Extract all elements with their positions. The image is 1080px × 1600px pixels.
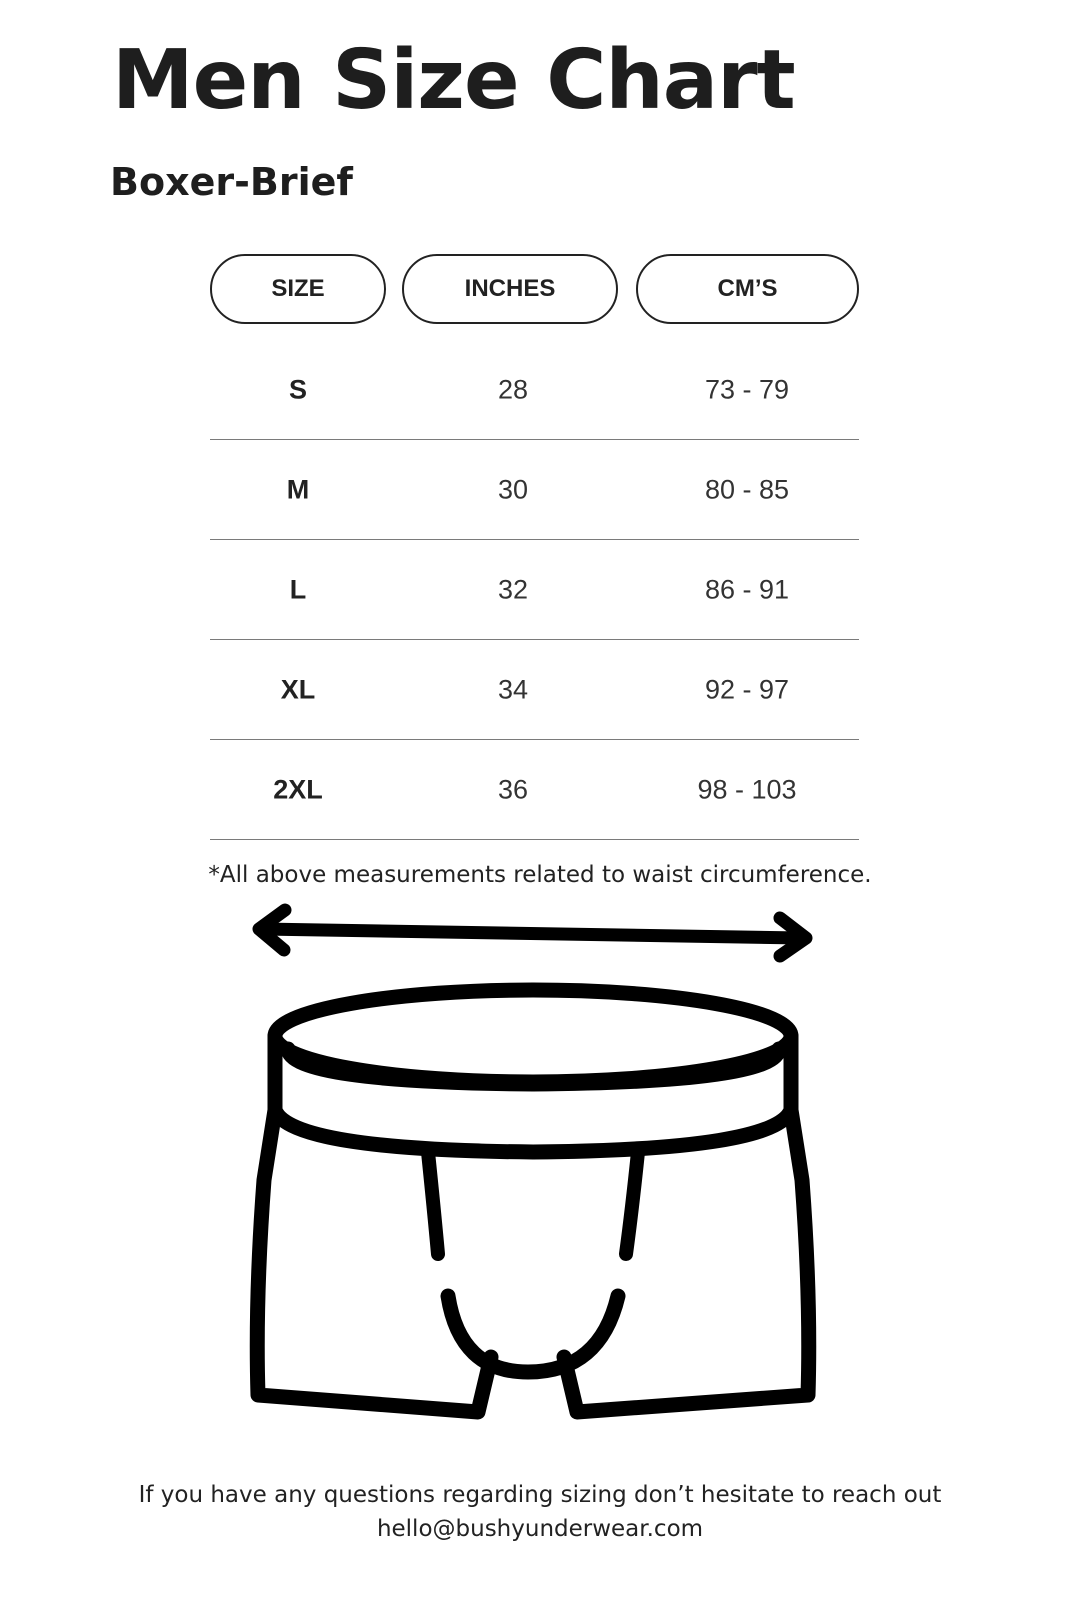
inches-cell: 30 [497, 474, 529, 504]
cm-cell: 98 - 103 [697, 774, 797, 804]
double-headed-arrow-icon [259, 910, 806, 956]
size-cell: XL [280, 674, 316, 704]
inches-cell: 34 [497, 674, 529, 704]
size-cell: L [289, 574, 307, 604]
boxer-brief-icon [257, 990, 809, 1412]
inches-cell: 36 [497, 774, 529, 804]
size-cell: M [286, 474, 310, 504]
contact-email[interactable]: hello@bushyunderwear.com [376, 1516, 704, 1542]
inches-cell: 32 [497, 574, 529, 604]
measurement-note: *All above measurements related to waist circumference. [208, 862, 872, 888]
footer-question: If you have any questions regarding sizing don’t hesitate to reach out [138, 1482, 942, 1508]
column-header-inches: INCHES [402, 254, 618, 324]
inches-cell: 28 [497, 374, 529, 404]
cm-cell: 86 - 91 [704, 574, 790, 604]
page-title: Men Size Chart [112, 33, 795, 128]
size-cell: 2XL [273, 774, 323, 804]
cm-cell: 73 - 79 [704, 374, 790, 404]
column-header-size: SIZE [210, 254, 386, 324]
size-cell: S [288, 374, 308, 404]
cm-cell: 80 - 85 [704, 474, 790, 504]
product-subtitle: Boxer-Brief [110, 160, 353, 204]
column-header-cm: CM’S [636, 254, 859, 324]
cm-cell: 92 - 97 [704, 674, 790, 704]
